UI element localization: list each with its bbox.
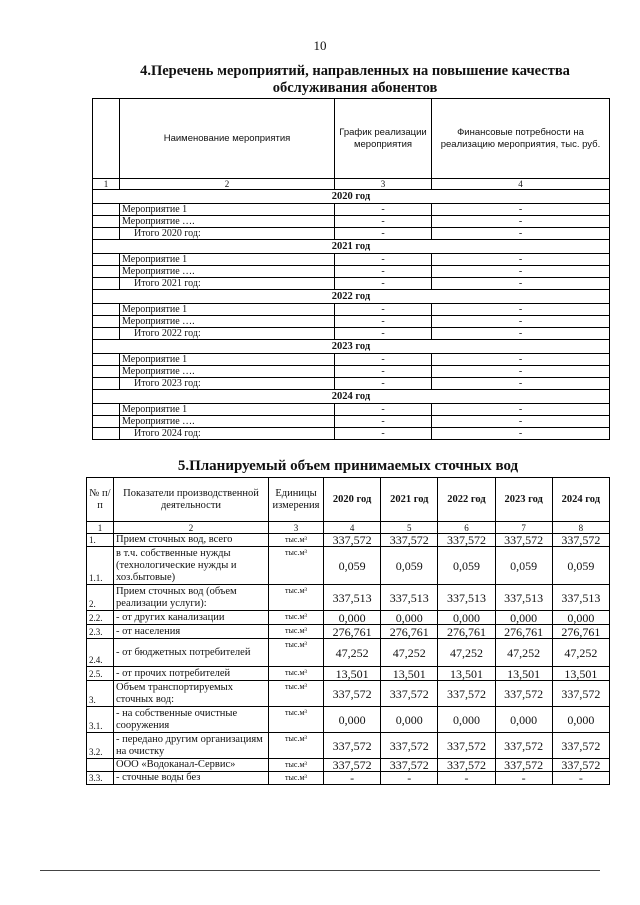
value-cell: 337,572: [495, 681, 552, 707]
value-cell: 337,572: [438, 681, 495, 707]
funding-cell: -: [432, 278, 610, 290]
funding-cell: -: [432, 228, 610, 240]
measure-row: [93, 304, 610, 316]
header-cell: 2022 год: [438, 478, 495, 522]
row-number: 3.2.: [87, 733, 114, 759]
table-row: [87, 639, 610, 667]
measure-row: [93, 204, 610, 216]
table-row: [87, 772, 610, 785]
unit-cell: тыс.м³: [269, 681, 324, 707]
schedule-cell: -: [335, 428, 432, 440]
header-cell: 2023 год: [495, 478, 552, 522]
table-row: [87, 733, 610, 759]
indicator-name: Прием сточных вод, всего: [114, 534, 269, 547]
schedule-cell: -: [335, 254, 432, 266]
header-cell: График реализации мероприятия: [335, 99, 432, 179]
measure-name: Мероприятие 1: [120, 354, 335, 366]
index-cell: [93, 204, 120, 216]
funding-cell: -: [432, 378, 610, 390]
value-cell: 337,513: [324, 585, 381, 611]
index-cell: [93, 316, 120, 328]
value-cell: 13,501: [495, 667, 552, 681]
value-cell: 337,572: [381, 681, 438, 707]
table-header-row: [93, 99, 610, 179]
unit-cell: тыс.м³: [269, 759, 324, 772]
value-cell: 0,000: [552, 611, 609, 625]
value-cell: 0,000: [495, 707, 552, 733]
measure-name: Мероприятие 1: [120, 204, 335, 216]
table-row: [87, 585, 610, 611]
table-row: [87, 611, 610, 625]
table-row: [87, 625, 610, 639]
table-row: [87, 681, 610, 707]
value-cell: -: [552, 772, 609, 785]
value-cell: 337,572: [552, 733, 609, 759]
value-cell: 13,501: [324, 667, 381, 681]
value-cell: 337,572: [495, 759, 552, 772]
measure-name: Мероприятие 1: [120, 404, 335, 416]
table-row: [87, 707, 610, 733]
value-cell: 337,572: [381, 534, 438, 547]
unit-cell: тыс.м³: [269, 667, 324, 681]
index-cell: [93, 378, 120, 390]
header-cell: Наименование мероприятия: [120, 99, 335, 179]
value-cell: 0,059: [552, 547, 609, 585]
value-cell: 337,572: [438, 534, 495, 547]
column-number-row: [87, 522, 610, 534]
funding-cell: -: [432, 304, 610, 316]
indicator-name: - от населения: [114, 625, 269, 639]
index-cell: [93, 328, 120, 340]
index-cell: [93, 428, 120, 440]
schedule-cell: -: [335, 228, 432, 240]
measure-name: Мероприятие ….: [120, 266, 335, 278]
column-number: 4: [324, 522, 381, 534]
value-cell: 337,513: [495, 585, 552, 611]
value-cell: 337,572: [438, 733, 495, 759]
indicator-name: - от прочих потребителей: [114, 667, 269, 681]
value-cell: -: [495, 772, 552, 785]
value-cell: 337,572: [495, 534, 552, 547]
measures-table: [92, 98, 610, 440]
table-row: [87, 547, 610, 585]
schedule-cell: -: [335, 316, 432, 328]
measure-row: [93, 278, 610, 290]
year-label: 2023 год: [93, 340, 610, 354]
index-cell: [93, 416, 120, 428]
value-cell: 337,572: [552, 534, 609, 547]
index-cell: [93, 404, 120, 416]
indicator-name: - от других канализации: [114, 611, 269, 625]
indicator-name: - сточные воды без: [114, 772, 269, 785]
funding-cell: -: [432, 366, 610, 378]
row-number: 3.3.: [87, 772, 114, 785]
value-cell: 276,761: [438, 625, 495, 639]
measure-row: [93, 216, 610, 228]
row-number: 2.3.: [87, 625, 114, 639]
header-cell: Показатели производственной деятельности: [114, 478, 269, 522]
unit-cell: тыс.м³: [269, 625, 324, 639]
measure-row: [93, 404, 610, 416]
value-cell: -: [381, 772, 438, 785]
row-number: [87, 759, 114, 772]
value-cell: 47,252: [381, 639, 438, 667]
year-row: [93, 390, 610, 404]
measure-name: Итого 2024 год:: [120, 428, 335, 440]
value-cell: 0,059: [495, 547, 552, 585]
value-cell: 0,000: [381, 707, 438, 733]
wastewater-volume-table: [86, 477, 610, 785]
measure-name: Мероприятие 1: [120, 254, 335, 266]
value-cell: 276,761: [381, 625, 438, 639]
indicator-name: Прием сточных вод (объем реализации услуги):: [114, 585, 269, 611]
measure-name: Мероприятие ….: [120, 416, 335, 428]
unit-cell: тыс.м³: [269, 585, 324, 611]
table-row: [87, 759, 610, 772]
value-cell: 47,252: [552, 639, 609, 667]
measure-name: Мероприятие ….: [120, 216, 335, 228]
column-number: 6: [438, 522, 495, 534]
unit-cell: тыс.м³: [269, 772, 324, 785]
section4-title-line2: обслуживания абонентов: [272, 80, 438, 96]
measure-row: [93, 354, 610, 366]
column-number: 5: [381, 522, 438, 534]
value-cell: 276,761: [324, 625, 381, 639]
table-row: [87, 667, 610, 681]
column-number: 2: [120, 179, 335, 190]
schedule-cell: -: [335, 378, 432, 390]
value-cell: 276,761: [552, 625, 609, 639]
measure-name: Итого 2022 год:: [120, 328, 335, 340]
schedule-cell: -: [335, 404, 432, 416]
value-cell: 276,761: [495, 625, 552, 639]
index-cell: [93, 278, 120, 290]
funding-cell: -: [432, 328, 610, 340]
schedule-cell: -: [335, 204, 432, 216]
section4-title-line1: 4.Перечень мероприятий, направленных на повышение качества: [140, 63, 570, 79]
schedule-cell: -: [335, 328, 432, 340]
measure-row: [93, 228, 610, 240]
measure-row: [93, 316, 610, 328]
measure-row: [93, 416, 610, 428]
index-cell: [93, 254, 120, 266]
table-header-row: [87, 478, 610, 522]
index-cell: [93, 304, 120, 316]
value-cell: 337,513: [381, 585, 438, 611]
header-cell: 2024 год: [552, 478, 609, 522]
unit-cell: тыс.м³: [269, 534, 324, 547]
value-cell: 337,572: [324, 733, 381, 759]
value-cell: 0,059: [324, 547, 381, 585]
value-cell: 337,572: [552, 759, 609, 772]
unit-cell: тыс.м³: [269, 547, 324, 585]
value-cell: 337,513: [552, 585, 609, 611]
value-cell: 47,252: [324, 639, 381, 667]
unit-cell: тыс.м³: [269, 707, 324, 733]
measure-name: Итого 2021 год:: [120, 278, 335, 290]
header-cell: 2020 год: [324, 478, 381, 522]
indicator-name: Объем транспортируемых сточных вод:: [114, 681, 269, 707]
column-number-row: [93, 179, 610, 190]
funding-cell: -: [432, 216, 610, 228]
schedule-cell: -: [335, 366, 432, 378]
unit-cell: тыс.м³: [269, 611, 324, 625]
page-number: 10: [313, 38, 327, 53]
funding-cell: -: [432, 354, 610, 366]
year-label: 2020 год: [93, 190, 610, 204]
value-cell: 337,513: [438, 585, 495, 611]
value-cell: 0,000: [438, 707, 495, 733]
value-cell: 0,000: [324, 707, 381, 733]
header-cell: № п/п: [87, 478, 114, 522]
indicator-name: в т.ч. собственные нужды (технологические нужды и хоз.бытовые): [114, 547, 269, 585]
unit-cell: тыс.м³: [269, 639, 324, 667]
value-cell: 0,059: [438, 547, 495, 585]
indicator-name: - передано другим организациям на очистку: [114, 733, 269, 759]
year-label: 2021 год: [93, 240, 610, 254]
value-cell: 0,000: [438, 611, 495, 625]
table-row: [87, 534, 610, 547]
header-cell: [93, 99, 120, 179]
funding-cell: -: [432, 428, 610, 440]
column-number: 3: [335, 179, 432, 190]
row-number: 1.: [87, 534, 114, 547]
value-cell: 337,572: [324, 534, 381, 547]
year-row: [93, 340, 610, 354]
header-cell: Финансовые потребности на реализацию мероприятия, тыс. руб.: [432, 99, 610, 179]
funding-cell: -: [432, 316, 610, 328]
funding-cell: -: [432, 204, 610, 216]
year-row: [93, 190, 610, 204]
index-cell: [93, 266, 120, 278]
column-number: 1: [93, 179, 120, 190]
index-cell: [93, 228, 120, 240]
funding-cell: -: [432, 254, 610, 266]
value-cell: 0,000: [381, 611, 438, 625]
header-cell: 2021 год: [381, 478, 438, 522]
column-number: 1: [87, 522, 114, 534]
index-cell: [93, 216, 120, 228]
measure-name: Мероприятие ….: [120, 316, 335, 328]
value-cell: 47,252: [495, 639, 552, 667]
measure-row: [93, 254, 610, 266]
row-number: 2.4.: [87, 639, 114, 667]
schedule-cell: -: [335, 216, 432, 228]
value-cell: 337,572: [324, 759, 381, 772]
value-cell: 337,572: [324, 681, 381, 707]
value-cell: 337,572: [552, 681, 609, 707]
row-number: 2.: [87, 585, 114, 611]
indicator-name: - на собственные очистные сооружения: [114, 707, 269, 733]
value-cell: -: [324, 772, 381, 785]
measure-name: Итого 2023 год:: [120, 378, 335, 390]
measure-name: Мероприятие 1: [120, 304, 335, 316]
schedule-cell: -: [335, 416, 432, 428]
measure-row: [93, 428, 610, 440]
column-number: 3: [269, 522, 324, 534]
column-number: 4: [432, 179, 610, 190]
section5-title: 5.Планируемый объем принимаемых сточных вод: [177, 458, 519, 474]
row-number: 2.2.: [87, 611, 114, 625]
row-number: 1.1.: [87, 547, 114, 585]
measure-name: Итого 2020 год:: [120, 228, 335, 240]
value-cell: 337,572: [381, 759, 438, 772]
footer-divider: [40, 870, 600, 871]
measure-row: [93, 366, 610, 378]
column-number: 2: [114, 522, 269, 534]
measure-name: Мероприятие ….: [120, 366, 335, 378]
measure-row: [93, 328, 610, 340]
schedule-cell: -: [335, 266, 432, 278]
index-cell: [93, 366, 120, 378]
value-cell: 47,252: [438, 639, 495, 667]
funding-cell: -: [432, 416, 610, 428]
measure-row: [93, 378, 610, 390]
value-cell: 0,000: [495, 611, 552, 625]
value-cell: -: [438, 772, 495, 785]
year-label: 2022 год: [93, 290, 610, 304]
index-cell: [93, 354, 120, 366]
indicator-name: - от бюджетных потребителей: [114, 639, 269, 667]
value-cell: 337,572: [381, 733, 438, 759]
row-number: 2.5.: [87, 667, 114, 681]
value-cell: 13,501: [438, 667, 495, 681]
value-cell: 13,501: [552, 667, 609, 681]
value-cell: 13,501: [381, 667, 438, 681]
year-row: [93, 290, 610, 304]
header-cell: Единицы измерения: [269, 478, 324, 522]
funding-cell: -: [432, 404, 610, 416]
value-cell: 0,000: [552, 707, 609, 733]
measure-row: [93, 266, 610, 278]
column-number: 7: [495, 522, 552, 534]
schedule-cell: -: [335, 278, 432, 290]
value-cell: 337,572: [438, 759, 495, 772]
year-label: 2024 год: [93, 390, 610, 404]
unit-cell: тыс.м³: [269, 733, 324, 759]
year-row: [93, 240, 610, 254]
funding-cell: -: [432, 266, 610, 278]
value-cell: 0,059: [381, 547, 438, 585]
row-number: 3.: [87, 681, 114, 707]
column-number: 8: [552, 522, 609, 534]
schedule-cell: -: [335, 354, 432, 366]
value-cell: 0,000: [324, 611, 381, 625]
value-cell: 337,572: [495, 733, 552, 759]
indicator-name: ООО «Водоканал-Сервис»: [114, 759, 269, 772]
row-number: 3.1.: [87, 707, 114, 733]
schedule-cell: -: [335, 304, 432, 316]
